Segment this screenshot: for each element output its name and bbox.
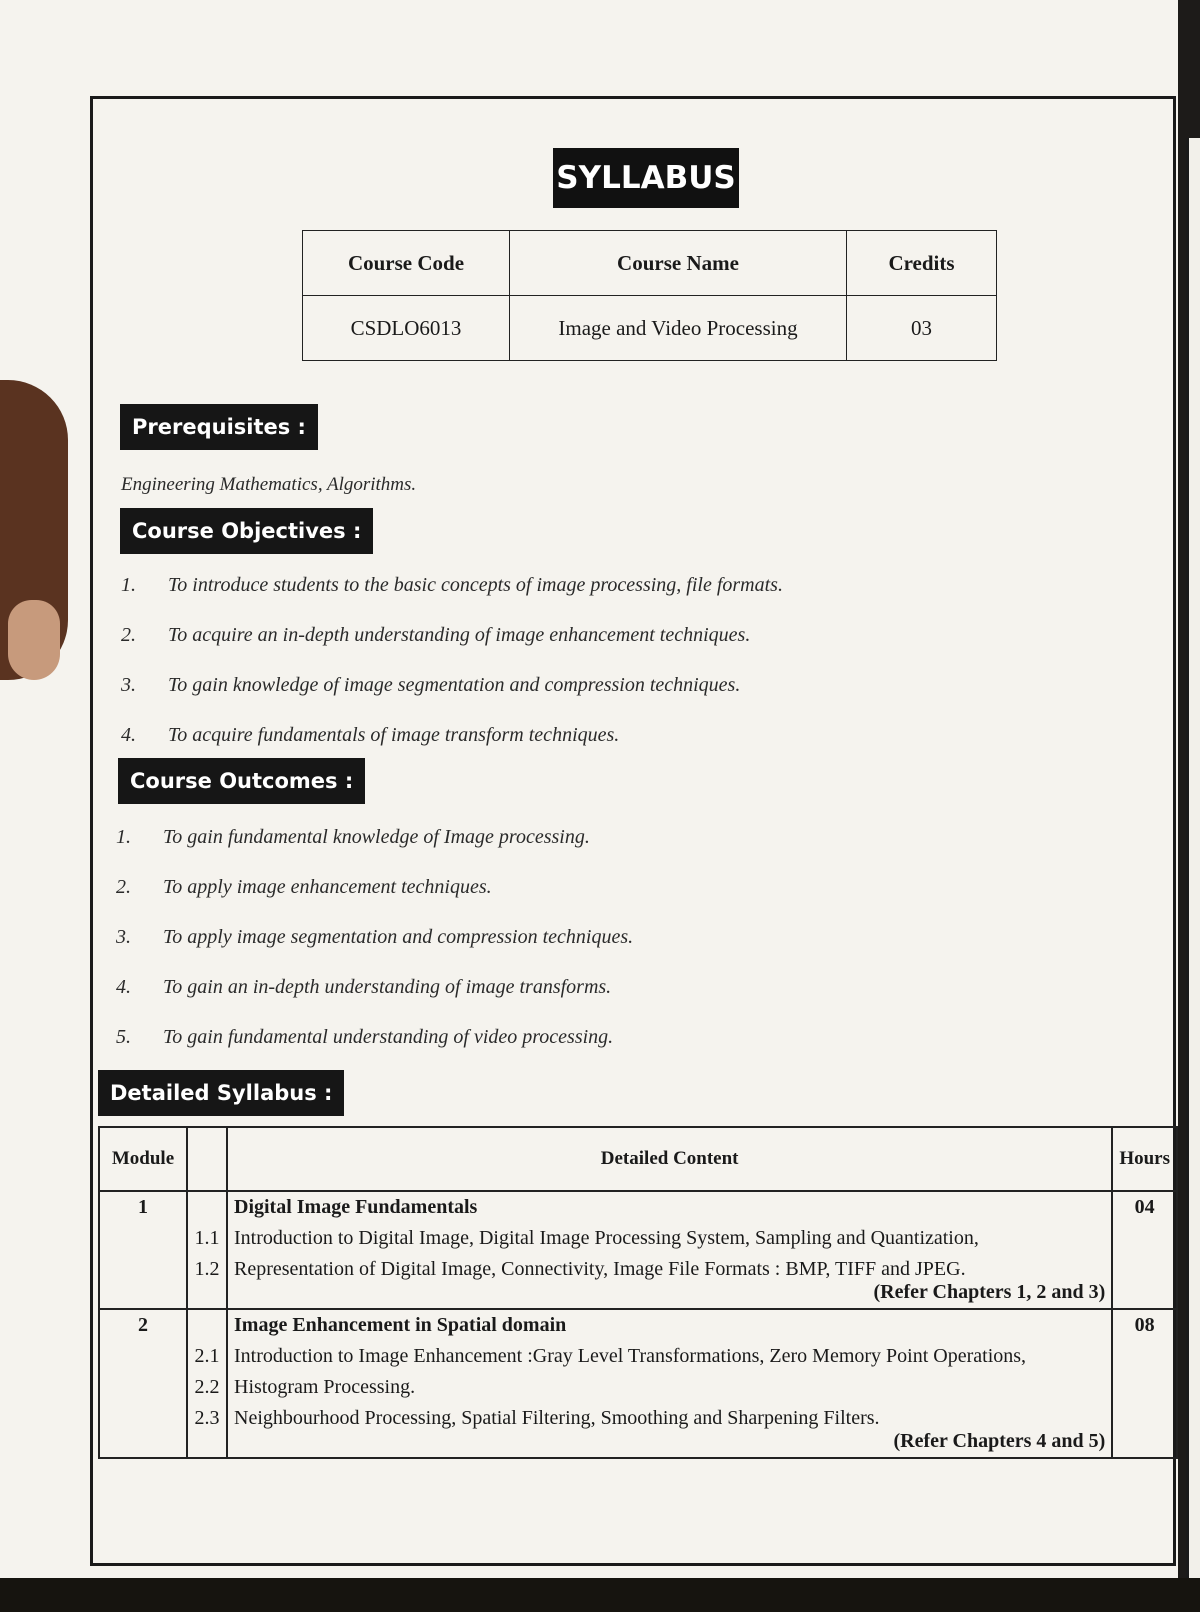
- item-text: To acquire fundamentals of image transform techniques.: [168, 724, 620, 746]
- module-hours: [1112, 1372, 1177, 1403]
- sub-number: 1.1: [187, 1223, 227, 1254]
- course-code-value: CSDLO6013: [303, 296, 510, 361]
- item-number: 3.: [121, 674, 136, 696]
- item-text: To gain an in-depth understanding of image transforms.: [163, 976, 612, 998]
- item-number: 2.: [121, 624, 136, 646]
- module-number: [99, 1254, 187, 1309]
- objectives-heading: Course Objectives :: [120, 508, 373, 554]
- item-text: To gain fundamental knowledge of Image processing.: [163, 826, 590, 848]
- module-hours: 08: [1112, 1309, 1177, 1341]
- detailed-syllabus-table: [98, 1126, 1178, 1459]
- table-row: [99, 1309, 1177, 1341]
- module-number: [99, 1223, 187, 1254]
- item-number: 2.: [116, 876, 131, 898]
- module-number: 1: [99, 1191, 187, 1223]
- item-number: 1.: [121, 574, 136, 596]
- table-row: [99, 1372, 1177, 1403]
- table-row: [99, 1191, 1177, 1223]
- sub-content-text: Neighbourhood Processing, Spatial Filtering, Smoothing and Sharpening Filters.: [234, 1407, 880, 1429]
- module-number: 2: [99, 1309, 187, 1341]
- table-row: [99, 1341, 1177, 1372]
- header-course-name: Course Name: [510, 231, 847, 296]
- next-page-edge: [1186, 138, 1200, 1578]
- table-row: [99, 1223, 1177, 1254]
- item-number: 4.: [116, 976, 131, 998]
- sub-content: [227, 1254, 1112, 1309]
- chapter-reference: (Refer Chapters 4 and 5): [893, 1430, 1106, 1452]
- sub-number: [187, 1309, 227, 1341]
- sub-content: [227, 1403, 1112, 1458]
- sub-content: Introduction to Digital Image, Digital Image Processing System, Sampling and Quantization,: [227, 1223, 1112, 1254]
- item-text: To acquire an in-depth understanding of image enhancement techniques.: [168, 624, 751, 646]
- module-hours: 04: [1112, 1191, 1177, 1223]
- item-number: 1.: [116, 826, 131, 848]
- header-sub-blank: [187, 1127, 227, 1191]
- course-name-value: Image and Video Processing: [510, 296, 847, 361]
- sub-number: 2.1: [187, 1341, 227, 1372]
- header-course-code: Course Code: [303, 231, 510, 296]
- item-text: To gain fundamental understanding of video processing.: [163, 1026, 614, 1048]
- module-title: Digital Image Fundamentals: [227, 1191, 1112, 1223]
- thumbnail-nail: [8, 600, 60, 680]
- module-hours: [1112, 1341, 1177, 1372]
- detailed-syllabus-heading: Detailed Syllabus :: [98, 1070, 344, 1116]
- module-hours: [1112, 1223, 1177, 1254]
- header-hours: Hours: [1112, 1127, 1177, 1191]
- header-module: Module: [99, 1127, 187, 1191]
- prerequisites-heading: Prerequisites :: [120, 404, 318, 450]
- sub-content-text: Representation of Digital Image, Connectivity, Image File Formats : BMP, TIFF and JPEG.: [234, 1258, 966, 1280]
- table-row: [303, 296, 997, 361]
- item-number: 5.: [116, 1026, 131, 1048]
- item-text: To apply image segmentation and compression techniques.: [163, 926, 634, 948]
- sub-number: 2.2: [187, 1372, 227, 1403]
- table-row: [99, 1127, 1177, 1191]
- item-text: To apply image enhancement techniques.: [163, 876, 492, 898]
- module-hours: [1112, 1403, 1177, 1458]
- table-row: [99, 1403, 1177, 1458]
- sub-number: 1.2: [187, 1254, 227, 1309]
- item-text: To gain knowledge of image segmentation and compression techniques.: [168, 674, 741, 696]
- item-number: 4.: [121, 724, 136, 746]
- sub-content: Histogram Processing.: [227, 1372, 1112, 1403]
- item-text: To introduce students to the basic concepts of image processing, file formats.: [168, 574, 783, 596]
- prerequisites-text: Engineering Mathematics, Algorithms.: [121, 474, 417, 495]
- course-info-table: [302, 230, 997, 361]
- sub-content: Introduction to Image Enhancement :Gray Level Transformations, Zero Memory Point Operations,: [227, 1341, 1112, 1372]
- chapter-reference: (Refer Chapters 1, 2 and 3): [873, 1281, 1106, 1303]
- table-row: [99, 1254, 1177, 1309]
- module-number: [99, 1403, 187, 1458]
- module-hours: [1112, 1254, 1177, 1309]
- page-title: SYLLABUS: [553, 148, 739, 208]
- table-row: [303, 231, 997, 296]
- module-number: [99, 1341, 187, 1372]
- sub-number: [187, 1191, 227, 1223]
- credits-value: 03: [847, 296, 997, 361]
- bottom-shadow: [0, 1578, 1200, 1612]
- module-title: Image Enhancement in Spatial domain: [227, 1309, 1112, 1341]
- header-credits: Credits: [847, 231, 997, 296]
- module-number: [99, 1372, 187, 1403]
- sub-number: 2.3: [187, 1403, 227, 1458]
- item-number: 3.: [116, 926, 131, 948]
- outcomes-heading: Course Outcomes :: [118, 758, 365, 804]
- header-content: Detailed Content: [227, 1127, 1112, 1191]
